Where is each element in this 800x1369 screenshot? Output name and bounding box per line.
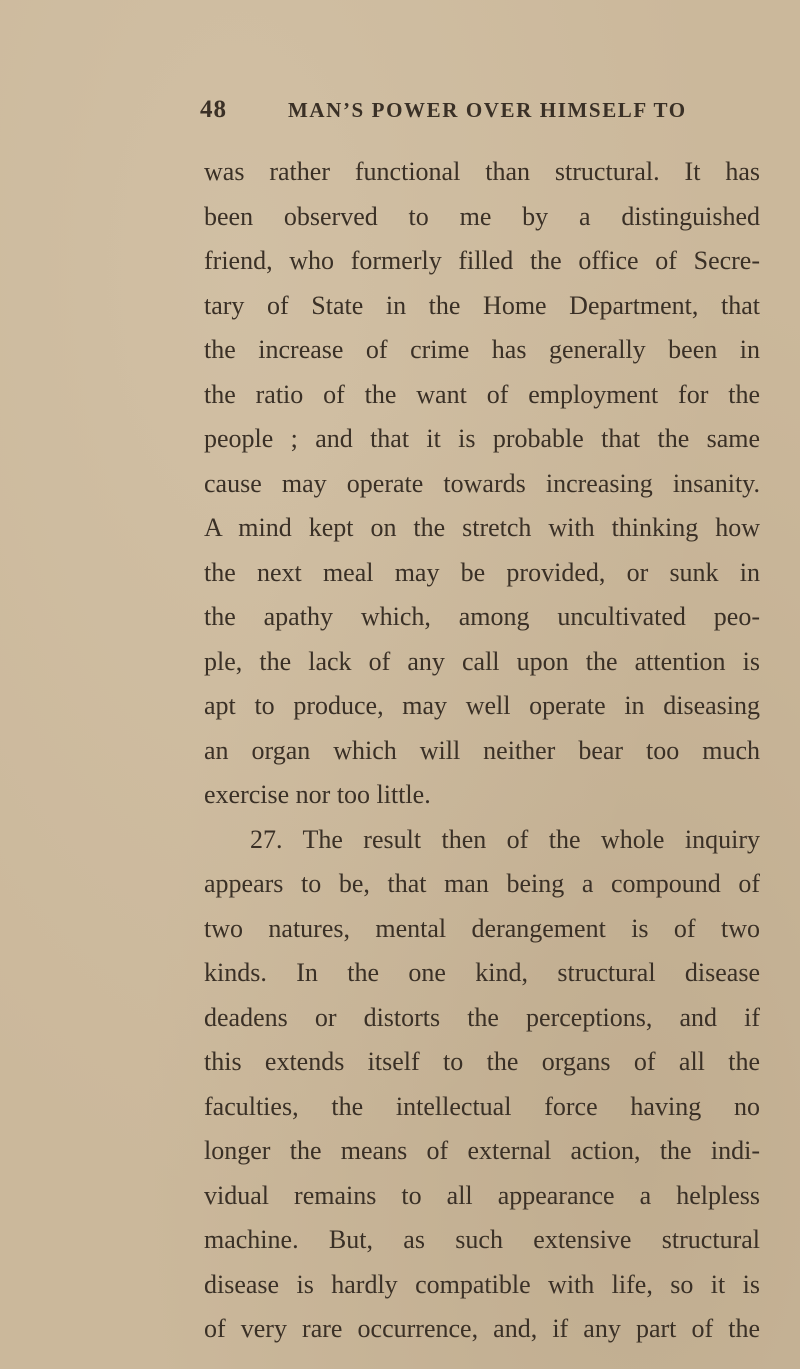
text-line: machine. But, as such extensive structural [204,1225,760,1254]
running-head [200,90,760,130]
text-line: people ; and that it is probable that the same [204,424,760,453]
text-line: the apathy which, among uncultivated peo- [204,602,760,631]
text-line: apt to produce, may well operate in diseasing [204,691,760,720]
page-number: 48 [200,96,227,123]
text-line: the increase of crime has generally been in [204,335,760,364]
text-line: this extends itself to the organs of all the [204,1047,760,1076]
paragraph-start-line: 27. The result then of the whole inquiry [250,824,760,854]
running-title: MAN’S POWER OVER HIMSELF TO [288,98,687,122]
text-line: A mind kept on the stretch with thinking how [204,513,760,542]
text-line: longer the means of external action, the indi- [204,1136,760,1165]
text-line: an organ which will neither bear too much [204,735,760,765]
text-line: friend, who formerly filled the office of Secre- [204,246,760,275]
paragraph-end-line: exercise nor too little. [204,780,431,809]
text-line: deadens or distorts the perceptions, and if [204,1002,760,1032]
text-line: disease is hardly compatible with life, so it is [204,1269,760,1299]
text-line: cause may operate towards increasing insanity. [204,468,760,498]
body-text [204,150,760,1352]
text-line: the ratio of the want of employment for the [204,379,760,409]
text-line: vidual remains to all appearance a helpless [204,1180,760,1210]
text-line: been observed to me by a distinguished [204,201,760,231]
text-line: of very rare occurrence, and, if any part of the [204,1314,760,1343]
text-line: kinds. In the one kind, structural disease [204,958,760,987]
text-line: ple, the lack of any call upon the attention is [204,646,760,676]
text-line: was rather functional than structural. It has [204,157,760,186]
text-line: the next meal may be provided, or sunk in [204,557,760,587]
text-line: faculties, the intellectual force having no [204,1091,760,1121]
text-line: tary of State in the Home Department, that [204,290,760,320]
text-line: two natures, mental derangement is of two [204,913,760,943]
text-line: appears to be, that man being a compound of [204,869,760,898]
